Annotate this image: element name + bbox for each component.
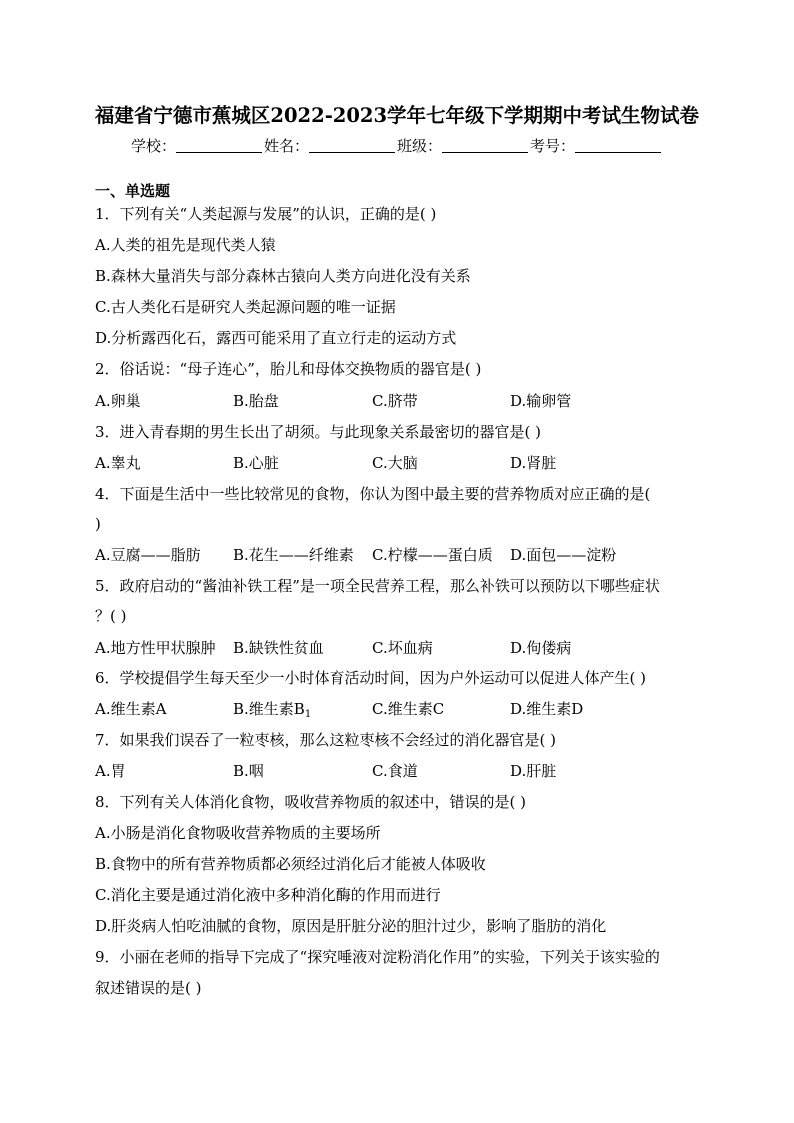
q4-option-a: A.豆腐——脂肪 <box>95 546 201 564</box>
class-blank <box>442 138 528 153</box>
q9-stem-line2: 叙述错误的是( ) <box>95 979 202 997</box>
school-label: 学校： <box>130 137 176 155</box>
q8-option-b: B.食物中的所有营养物质都必须经过消化后才能被人体吸收 <box>95 855 486 873</box>
q3-option-c: C.大脑 <box>372 454 418 472</box>
q5-option-b: B.缺铁性贫血 <box>233 639 324 657</box>
name-blank <box>309 138 395 153</box>
q4-stem-line1: 4．下面是生活中一些比较常见的食物，你认为图中最主要的营养物质对应正确的是( <box>95 485 651 503</box>
q7-option-d: D.肝脏 <box>510 762 557 780</box>
q5-option-d: D.佝偻病 <box>510 639 572 657</box>
q1-option-a: A.人类的祖先是现代类人猿 <box>95 236 276 254</box>
q9-stem-line1: 9．小丽在老师的指导下完成了“探究唾液对淀粉消化作用”的实验，下列关于该实验的 <box>95 948 660 966</box>
q4-option-d: D.面包——淀粉 <box>510 546 617 564</box>
q4-option-b: B.花生——纤维素 <box>233 546 354 564</box>
q2-option-c: C.脐带 <box>372 392 418 410</box>
section-title: 一、单选题 <box>95 182 171 200</box>
number-blank <box>575 138 661 153</box>
q5-option-a: A.地方性甲状腺肿 <box>95 639 216 657</box>
q8-option-c: C.消化主要是通过消化液中多种消化酶的作用而进行 <box>95 886 441 904</box>
q8-option-a: A.小肠是消化食物吸收营养物质的主要场所 <box>95 824 381 842</box>
name-label: 姓名： <box>263 137 309 155</box>
q2-option-d: D.输卵管 <box>510 392 572 410</box>
q3-option-b: B.心脏 <box>233 454 279 472</box>
q5-option-c: C.坏血病 <box>372 639 433 657</box>
q6-stem: 6．学校提倡学生每天至少一小时体育活动时间，因为户外运动可以促进人体产生( ) <box>95 669 647 687</box>
q3-stem: 3．进入青春期的男生长出了胡须。与此现象关系最密切的器官是( ) <box>95 423 542 441</box>
q4-option-c: C.柠檬——蛋白质 <box>372 546 493 564</box>
q6-option-a: A.维生素A <box>95 700 167 718</box>
class-label: 班级： <box>397 137 443 155</box>
student-info-row <box>0 135 794 156</box>
q2-stem: 2．俗话说：“母子连心”，胎儿和母体交换物质的器官是( ) <box>95 360 482 378</box>
q1-option-d: D.分析露西化石，露西可能采用了直立行走的运动方式 <box>95 329 457 347</box>
q6-option-d: D.维生素D <box>510 700 584 718</box>
q8-option-d: D.肝炎病人怕吃油腻的食物，原因是肝脏分泌的胆汁过少，影响了脂肪的消化 <box>95 917 607 935</box>
q7-stem: 7．如果我们误吞了一粒枣核，那么这粒枣核不会经过的消化器官是( ) <box>95 731 557 749</box>
q5-stem-line1: 5．政府启动的“酱油补铁工程”是一项全民营养工程，那么补铁可以预防以下哪些症状 <box>95 577 660 595</box>
q6-option-b-text: B.维生素B <box>233 700 305 718</box>
q5-stem-line2: ？( ) <box>95 607 127 625</box>
q2-option-a: A.卵巢 <box>95 392 141 410</box>
q7-option-b: B.咽 <box>233 762 264 780</box>
number-label: 考号： <box>530 137 576 155</box>
q3-option-d: D.肾脏 <box>510 454 557 472</box>
q3-option-a: A.睾丸 <box>95 454 141 472</box>
q1-option-c: C.古人类化石是研究人类起源问题的唯一证据 <box>95 298 396 316</box>
q1-option-b: B.森林大量消失与部分森林古猿向人类方向进化没有关系 <box>95 267 471 285</box>
q2-option-b: B.胎盘 <box>233 392 279 410</box>
school-blank <box>176 138 262 153</box>
q1-stem: 1．下列有关“人类起源与发展”的认识，正确的是( ) <box>95 205 437 223</box>
exam-title: 福建省宁德市蕉城区2022-2023学年七年级下学期期中考试生物试卷 <box>94 104 700 127</box>
q6-option-b <box>233 699 311 725</box>
q8-stem: 8．下列有关人体消化食物，吸收营养物质的叙述中，错误的是( ) <box>95 793 527 811</box>
q7-option-c: C.食道 <box>372 762 418 780</box>
q4-stem-line2: ) <box>95 515 101 533</box>
q7-option-a: A.胃 <box>95 762 126 780</box>
q6-option-b-subscript: 1 <box>304 709 312 720</box>
q6-option-c: C.维生素C <box>372 700 445 718</box>
